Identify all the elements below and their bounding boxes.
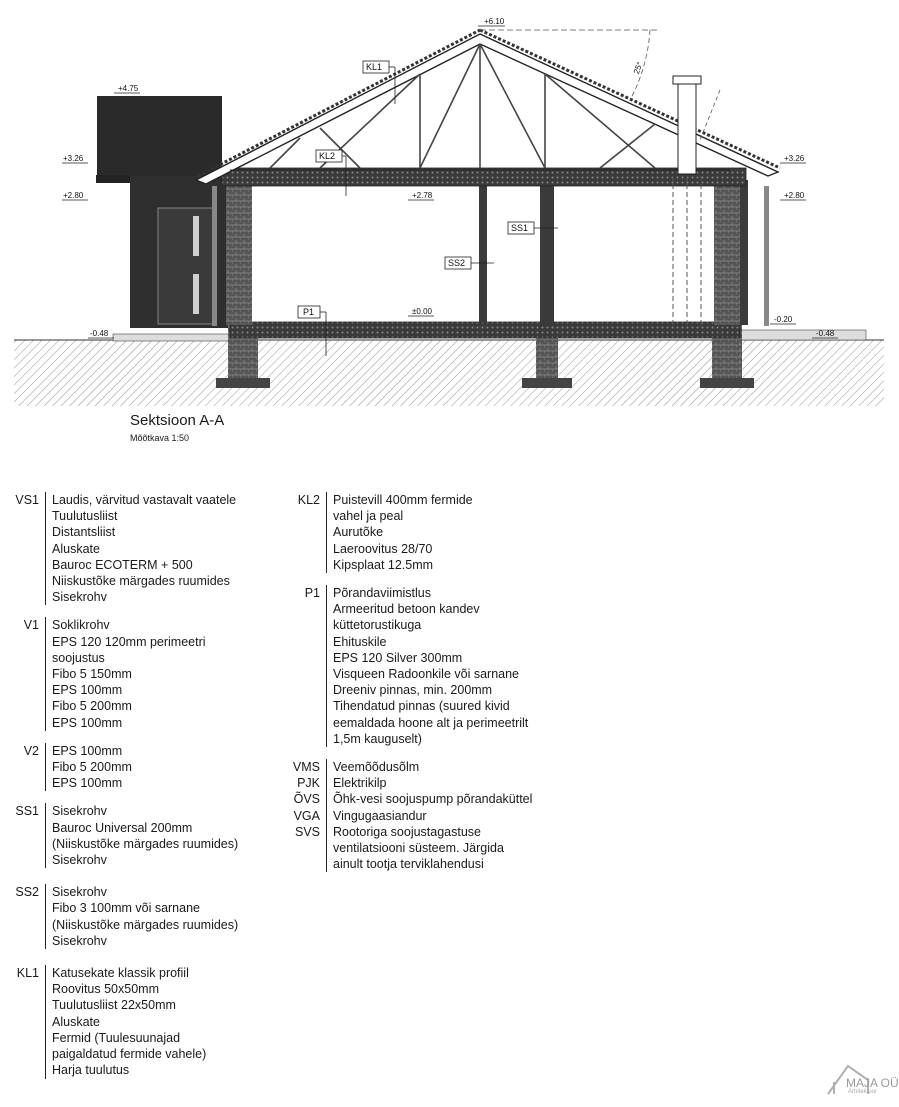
- legend-line: Vingugaasiandur: [333, 808, 427, 823]
- legend-entry: [280, 492, 532, 573]
- legend-lines: [45, 884, 238, 949]
- legend-line: Ehituskile: [333, 634, 387, 649]
- legend-line: Aluskate: [52, 541, 100, 556]
- legend-code: ÕVS: [293, 792, 320, 807]
- legend-line: Visqueen Radoonkile või sarnane: [333, 667, 520, 682]
- legend-line: ainult tootja terviklahendusi: [333, 857, 484, 872]
- legend-line: EPS 100mm: [52, 743, 123, 758]
- section-drawing: [0, 0, 899, 420]
- legend-line: Sisekrohv: [52, 590, 107, 605]
- legend-line: Fibo 5 200mm: [52, 699, 132, 714]
- legend-entry: [8, 965, 238, 1078]
- legend-line: 1,5m kauguselt): [333, 731, 422, 746]
- legend-code: VMS: [292, 760, 320, 775]
- legend-line: Sisekrohv: [52, 804, 107, 819]
- legend-entry: [280, 808, 532, 824]
- legend-line: Sisekrohv: [52, 933, 107, 948]
- legend-line: (Niiskustõke märgades ruumides): [52, 917, 239, 932]
- legend-line: küttetorustikuga: [333, 618, 422, 633]
- legend-lines: [45, 617, 206, 730]
- legend-line: Laeroovitus 28/70: [333, 541, 433, 556]
- legend-code: SS1: [15, 804, 39, 819]
- legend-line: Niiskustõke märgades ruumides: [52, 574, 230, 589]
- legend-line: Distantsliist: [52, 525, 116, 540]
- legend-line: Fermid (Tuulesuunajad: [52, 1030, 181, 1045]
- legend-line: Harja tuulutus: [52, 1063, 130, 1078]
- entrance-annex: [96, 96, 228, 328]
- legend-line: Tihendatud pinnas (suured kivid: [333, 699, 510, 714]
- ceiling-insulation: [222, 168, 746, 186]
- legend-line: EPS 120 120mm perimeetri: [52, 634, 206, 649]
- legend-lines: [326, 824, 504, 873]
- cladding-right: [740, 180, 748, 325]
- level-floor: ±0.00: [412, 307, 432, 316]
- legend-line: (Niiskustõke märgades ruumides): [52, 836, 239, 851]
- legend-code: VS1: [15, 493, 39, 507]
- legend-entry: [280, 759, 532, 775]
- legend-entry: [8, 492, 238, 605]
- legend-line: Armeeritud betoon kandev: [333, 602, 480, 617]
- legend-line: paigaldatud fermide vahele): [52, 1047, 207, 1062]
- tag-p1: P1: [303, 307, 315, 317]
- legend-lines: [326, 791, 532, 807]
- legend-line: Veemõõdusõlm: [333, 760, 420, 775]
- legend-lines: [45, 965, 206, 1078]
- legend-line: Katusekate klassik profiil: [52, 966, 189, 981]
- legend-line: EPS 100mm: [52, 776, 123, 791]
- legend-line: Bauroc Universal 200mm: [52, 820, 193, 835]
- legend-entry: [280, 824, 532, 873]
- level-ground-right-a: -0.20: [774, 315, 793, 324]
- legend-code: V2: [23, 743, 39, 758]
- legend-code: KL1: [16, 966, 39, 981]
- floor-slab: [230, 322, 740, 338]
- legend-code: P1: [304, 586, 320, 601]
- legend-line: vahel ja peal: [333, 509, 404, 524]
- legend-line: Fibo 5 200mm: [52, 760, 132, 775]
- legend-line: ventilatsiooni süsteem. Järgida: [333, 841, 504, 856]
- tag-kl1: KL1: [366, 62, 383, 72]
- legend-code: SVS: [294, 824, 320, 839]
- legend-lines: [326, 775, 387, 791]
- ground: [14, 330, 884, 406]
- section-scale: Mõõtkava 1:50: [130, 433, 190, 443]
- legend-code: PJK: [297, 776, 320, 791]
- legend-line: Bauroc ECOTERM + 500: [52, 557, 193, 572]
- legend-line: Sisekrohv: [52, 885, 107, 900]
- legend-line: Aurutõke: [333, 525, 384, 540]
- legend-lines: [45, 743, 132, 792]
- tag-kl2: KL2: [319, 151, 336, 161]
- legend-lines: [326, 492, 473, 573]
- legend-line: Dreeniv pinnas, min. 200mm: [333, 683, 493, 698]
- legend-left: [8, 492, 238, 1079]
- roof-pitch-label: 25°: [631, 60, 645, 76]
- legend-line: Elektrikilp: [333, 776, 387, 791]
- legend-line: EPS 100mm: [52, 715, 123, 730]
- legend-line: Põrandaviimistlus: [333, 586, 431, 601]
- legend-code: SS2: [15, 885, 39, 900]
- level-left-eave-top: +3.26: [63, 154, 84, 163]
- wall-ss2: [479, 186, 487, 322]
- legend-lines: [326, 585, 528, 747]
- legend-line: Õhk-vesi soojuspump põrandaküttel: [333, 792, 533, 807]
- wall-ss1: [540, 186, 554, 326]
- legend-line: Laudis, värvitud vastavalt vaatele: [52, 493, 237, 507]
- legend-line: Fibo 3 100mm või sarnane: [52, 901, 200, 916]
- level-ceiling: +2.78: [412, 191, 433, 200]
- legend-line: EPS 120 Silver 300mm: [333, 650, 463, 665]
- legend-line: Kipsplaat 12.5mm: [333, 557, 434, 572]
- level-ground-left: -0.48: [90, 329, 109, 338]
- tag-ss2: SS2: [448, 258, 466, 268]
- legend-line: Sisekrohv: [52, 853, 107, 868]
- legend-line: Puistevill 400mm fermide: [333, 493, 473, 507]
- legend-right: [280, 492, 532, 872]
- legend-entry: [280, 791, 532, 807]
- legend-entry: [280, 775, 532, 791]
- legend-line: eemaldada hoone alt ja perimeetrilt: [333, 715, 529, 730]
- level-ground-right-b: -0.48: [816, 329, 835, 338]
- right-wall: [714, 180, 740, 325]
- legend-line: Roovitus 50x50mm: [52, 982, 159, 997]
- legend-lines: [326, 759, 419, 775]
- legend-lines: [45, 803, 238, 868]
- legend-line: Rootoriga soojustagastuse: [333, 824, 482, 839]
- level-ridge: +6.10: [484, 17, 505, 26]
- legend-code: V1: [23, 618, 39, 633]
- legend-entry: [8, 803, 238, 868]
- legend-line: soojustus: [52, 650, 105, 665]
- legend-code: KL2: [297, 493, 320, 507]
- downpipe-right: [764, 186, 769, 326]
- level-right-eave-top: +3.26: [784, 154, 805, 163]
- downpipe-left: [212, 186, 217, 326]
- legend-entry: [8, 884, 238, 949]
- legend-lines: [326, 808, 427, 824]
- legend-lines: [45, 492, 236, 605]
- logo-subtitle: Arhitektuur: [848, 1089, 878, 1095]
- legend-line: Fibo 5 150mm: [52, 667, 132, 682]
- legend-entry: [280, 585, 532, 747]
- logo-name: MAJA OÜ: [846, 1076, 899, 1090]
- legend-code: VGA: [293, 808, 320, 823]
- legend-line: Soklikrohv: [52, 618, 110, 633]
- level-left-eave-bottom: +2.80: [63, 191, 84, 200]
- legend-line: Tuulutusliist 22x50mm: [52, 998, 176, 1013]
- level-right-eave-bottom: +2.80: [784, 191, 805, 200]
- tag-ss1: SS1: [511, 223, 529, 233]
- level-left-roof: +4.75: [118, 84, 139, 93]
- left-wall: [226, 180, 252, 325]
- section-title: Sektsioon A-A: [130, 412, 225, 429]
- legend-entry: [8, 617, 238, 730]
- legend-entry: [8, 743, 238, 792]
- legend-line: Aluskate: [52, 1014, 100, 1029]
- legend-line: Tuulutusliist: [52, 509, 118, 524]
- legend-line: EPS 100mm: [52, 683, 123, 698]
